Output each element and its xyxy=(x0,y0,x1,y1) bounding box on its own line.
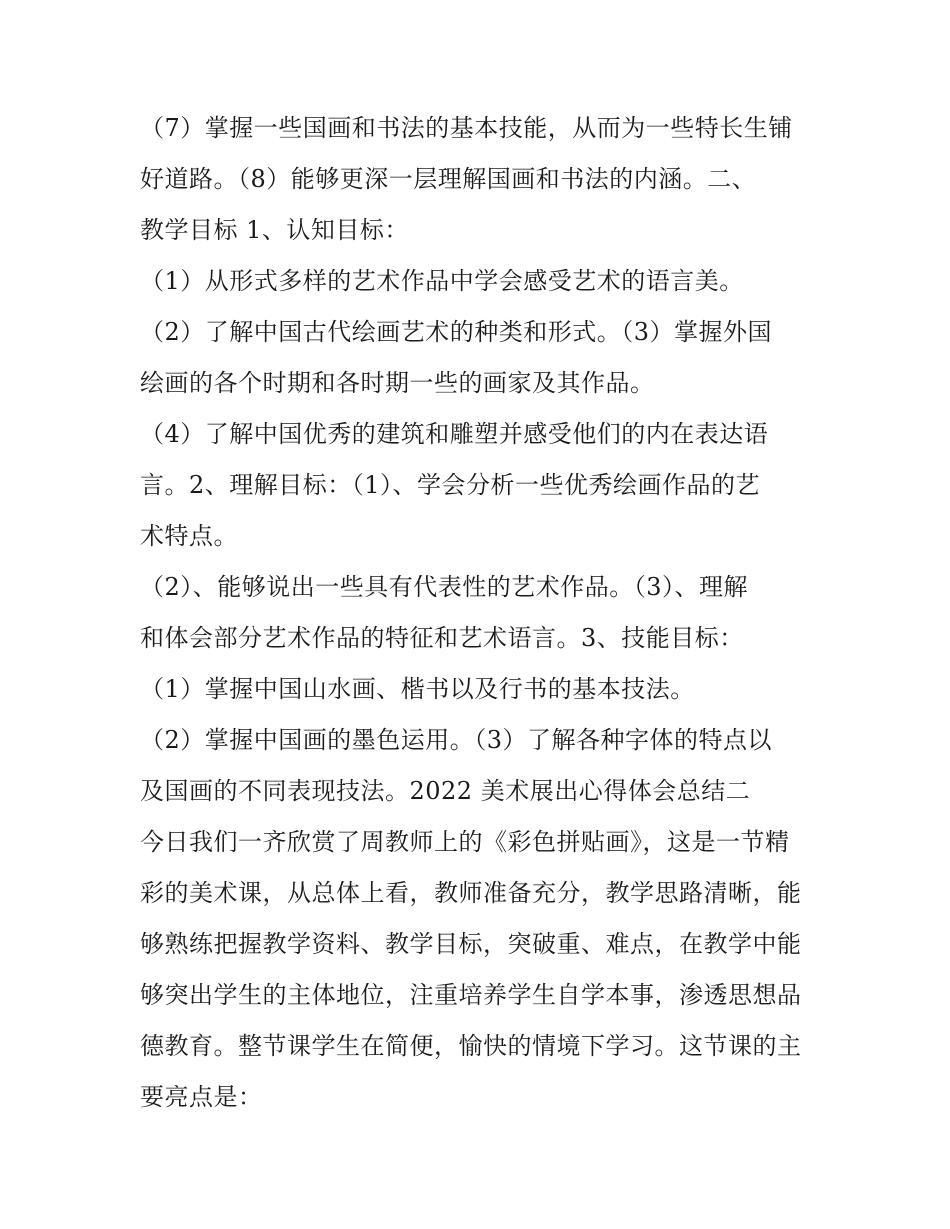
text-line: （1）掌握中国山水画、楷书以及行书的基本技法。 xyxy=(140,675,695,703)
text-line: （7）掌握一些国画和书法的基本技能，从而为一些特长生铺 xyxy=(140,114,793,142)
text-line: 和体会部分艺术作品的特征和艺术语言。3、技能目标： xyxy=(140,624,744,652)
text-line: 今日我们一齐欣赏了周教师上的《彩色拼贴画》，这是一节精 xyxy=(140,828,790,856)
text-line: 够熟练把握教学资料、教学目标，突破重、难点，在教学中能 xyxy=(140,930,802,958)
text-line: 及国画的不同表现技法。2022 美术展出心得体会总结二 xyxy=(140,777,751,805)
text-line: （4）了解中国优秀的建筑和雕塑并感受他们的内在表达语 xyxy=(140,420,769,448)
text-line: 要亮点是： xyxy=(140,1083,263,1111)
text-line: 教学目标 1、认知目标： xyxy=(140,216,409,244)
text-line: 术特点。 xyxy=(140,522,238,550)
text-line: （2）掌握中国画的墨色运用。（3）了解各种字体的特点以 xyxy=(140,726,773,754)
text-line: （2）了解中国古代绘画艺术的种类和形式。（3）掌握外国 xyxy=(140,318,773,346)
text-line: 彩的美术课，从总体上看，教师准备充分，教学思路清晰，能 xyxy=(140,879,802,907)
text-line: 好道路。（8）能够更深一层理解国画和书法的内涵。二、 xyxy=(140,165,757,193)
text-line: （1）从形式多样的艺术作品中学会感受艺术的语言美。 xyxy=(140,267,744,295)
text-line: 绘画的各个时期和各时期一些的画家及其作品。 xyxy=(140,369,655,397)
text-line: 德教育。整节课学生在简便，愉快的情境下学习。这节课的主 xyxy=(140,1032,802,1060)
text-line: 够突出学生的主体地位，注重培养学生自学本事，渗透思想品 xyxy=(140,981,802,1009)
text-line: （2）、能够说出一些具有代表性的艺术作品。（3）、理解 xyxy=(140,573,749,601)
text-line: 言。2、理解目标：（1）、学会分析一些优秀绘画作品的艺 xyxy=(140,471,761,499)
